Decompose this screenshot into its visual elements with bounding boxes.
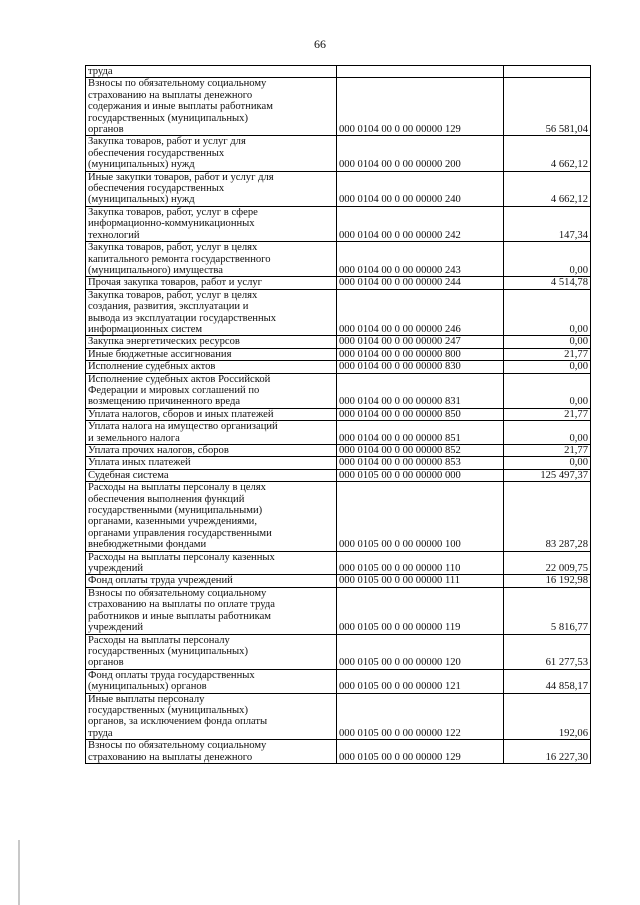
- row-name-cell: Расходы на выплаты персоналу государственных (муниципальных) органов: [86, 634, 337, 669]
- table-row: [86, 171, 591, 206]
- table-row: [86, 408, 591, 420]
- row-name-cell: Иные закупки товаров, работ и услуг для обеспечения государственных (муниципальных) нужд: [86, 171, 337, 206]
- row-code-cell: 000 0105 00 0 00 00000 110: [337, 551, 504, 575]
- row-amount-cell: 0,00: [504, 457, 591, 469]
- row-name-cell: Исполнение судебных актов Российской Федерации и мировых соглашений по возмещению причиненного вреда: [86, 373, 337, 408]
- table-row: [86, 136, 591, 171]
- table-row: [86, 551, 591, 575]
- row-code-cell: 000 0104 00 0 00 00000 240: [337, 171, 504, 206]
- table-row: [86, 482, 591, 551]
- row-code-cell: 000 0104 00 0 00 00000 850: [337, 408, 504, 420]
- row-amount-cell: 0,00: [504, 361, 591, 373]
- table-row: [86, 348, 591, 360]
- row-code-cell: 000 0104 00 0 00 00000 200: [337, 136, 504, 171]
- row-amount-cell: 21,77: [504, 348, 591, 360]
- row-name-cell: Уплата прочих налогов, сборов: [86, 445, 337, 457]
- row-code-cell: 000 0105 00 0 00 00000 119: [337, 587, 504, 634]
- row-amount-cell: 147,34: [504, 206, 591, 241]
- table-row: [86, 445, 591, 457]
- row-name-cell: Судебная система: [86, 469, 337, 481]
- row-name-cell: Уплата иных платежей: [86, 457, 337, 469]
- row-name-cell: Иные выплаты персоналу государственных (муниципальных) органов, за исключением фонда оплаты труда: [86, 693, 337, 740]
- row-code-cell: 000 0105 00 0 00 00000 120: [337, 634, 504, 669]
- row-code-cell: 000 0104 00 0 00 00000 246: [337, 289, 504, 336]
- table-row: [86, 361, 591, 373]
- row-name-cell: Закупка товаров, работ и услуг для обеспечения государственных (муниципальных) нужд: [86, 136, 337, 171]
- row-amount-cell: 4 514,78: [504, 277, 591, 289]
- row-amount-cell: 44 858,17: [504, 669, 591, 693]
- table-row: [86, 469, 591, 481]
- row-amount-cell: 16 192,98: [504, 575, 591, 587]
- row-amount-cell: [504, 66, 591, 78]
- row-name-cell: Закупка энергетических ресурсов: [86, 336, 337, 348]
- row-amount-cell: 0,00: [504, 421, 591, 445]
- budget-table: [85, 65, 591, 764]
- row-amount-cell: 4 662,12: [504, 171, 591, 206]
- row-code-cell: 000 0105 00 0 00 00000 100: [337, 482, 504, 551]
- row-amount-cell: 125 497,37: [504, 469, 591, 481]
- row-name-cell: Взносы по обязательному социальному страхованию на выплаты по оплате труда работников и иные выплаты работникам учреждений: [86, 587, 337, 634]
- row-code-cell: 000 0104 00 0 00 00000 852: [337, 445, 504, 457]
- row-code-cell: 000 0105 00 0 00 00000 121: [337, 669, 504, 693]
- row-name-cell: Взносы по обязательному социальному страхованию на выплаты денежного содержания и иные выплаты работникам государственных (муниципальных) органов: [86, 78, 337, 136]
- row-amount-cell: 5 816,77: [504, 587, 591, 634]
- row-amount-cell: 61 277,53: [504, 634, 591, 669]
- row-code-cell: 000 0104 00 0 00 00000 243: [337, 242, 504, 277]
- row-name-cell: Прочая закупка товаров, работ и услуг: [86, 277, 337, 289]
- table-row: [86, 336, 591, 348]
- row-code-cell: 000 0104 00 0 00 00000 831: [337, 373, 504, 408]
- row-code-cell: [337, 66, 504, 78]
- table-row: [86, 277, 591, 289]
- row-name-cell: Исполнение судебных актов: [86, 361, 337, 373]
- row-name-cell: Закупка товаров, работ, услуг в целях создания, развития, эксплуатации и вывода из эксплуатации государственных информационных систем: [86, 289, 337, 336]
- table-row: [86, 206, 591, 241]
- table-row: [86, 421, 591, 445]
- row-name-cell: Фонд оплаты труда государственных (муниципальных) органов: [86, 669, 337, 693]
- table-row: [86, 740, 591, 764]
- row-amount-cell: 22 009,75: [504, 551, 591, 575]
- table-row: [86, 373, 591, 408]
- row-amount-cell: 0,00: [504, 289, 591, 336]
- row-amount-cell: 4 662,12: [504, 136, 591, 171]
- scan-edge-mark: [18, 840, 20, 905]
- row-name-cell: Уплата налогов, сборов и иных платежей: [86, 408, 337, 420]
- row-code-cell: 000 0104 00 0 00 00000 853: [337, 457, 504, 469]
- row-amount-cell: 0,00: [504, 242, 591, 277]
- table-row: [86, 78, 591, 136]
- table-row: [86, 242, 591, 277]
- row-code-cell: 000 0104 00 0 00 00000 242: [337, 206, 504, 241]
- row-name-cell: Закупка товаров, работ, услуг в целях капитального ремонта государственного (муниципального) имущества: [86, 242, 337, 277]
- row-amount-cell: 21,77: [504, 408, 591, 420]
- row-amount-cell: 21,77: [504, 445, 591, 457]
- row-name-cell: Взносы по обязательному социальному страхованию на выплаты денежного: [86, 740, 337, 764]
- row-code-cell: 000 0105 00 0 00 00000 111: [337, 575, 504, 587]
- table-row: [86, 587, 591, 634]
- row-name-cell: Расходы на выплаты персоналу в целях обеспечения выполнения функций государственными (муниципальными) органами, казенными учреждениями, органами управления государственными внебюджетными фондами: [86, 482, 337, 551]
- row-code-cell: 000 0105 00 0 00 00000 129: [337, 740, 504, 764]
- row-amount-cell: 0,00: [504, 336, 591, 348]
- row-amount-cell: 83 287,28: [504, 482, 591, 551]
- row-code-cell: 000 0104 00 0 00 00000 244: [337, 277, 504, 289]
- budget-table-body: [86, 66, 591, 764]
- row-amount-cell: 16 227,30: [504, 740, 591, 764]
- page-number: 66: [314, 37, 326, 51]
- table-row: [86, 634, 591, 669]
- row-amount-cell: 0,00: [504, 373, 591, 408]
- row-name-cell: Уплата налога на имущество организаций и земельного налога: [86, 421, 337, 445]
- row-name-cell: труда: [86, 66, 337, 78]
- row-code-cell: 000 0104 00 0 00 00000 129: [337, 78, 504, 136]
- row-code-cell: 000 0104 00 0 00 00000 851: [337, 421, 504, 445]
- table-row: [86, 289, 591, 336]
- row-amount-cell: 56 581,04: [504, 78, 591, 136]
- row-code-cell: 000 0105 00 0 00 00000 000: [337, 469, 504, 481]
- table-row: [86, 693, 591, 740]
- row-amount-cell: 192,06: [504, 693, 591, 740]
- row-code-cell: 000 0105 00 0 00 00000 122: [337, 693, 504, 740]
- row-name-cell: Фонд оплаты труда учреждений: [86, 575, 337, 587]
- row-code-cell: 000 0104 00 0 00 00000 830: [337, 361, 504, 373]
- row-code-cell: 000 0104 00 0 00 00000 800: [337, 348, 504, 360]
- row-name-cell: Иные бюджетные ассигнования: [86, 348, 337, 360]
- row-name-cell: Закупка товаров, работ, услуг в сфере информационно-коммуникационных технологий: [86, 206, 337, 241]
- row-name-cell: Расходы на выплаты персоналу казенных учреждений: [86, 551, 337, 575]
- table-row: [86, 575, 591, 587]
- table-row: [86, 669, 591, 693]
- row-code-cell: 000 0104 00 0 00 00000 247: [337, 336, 504, 348]
- table-row: [86, 66, 591, 78]
- table-row: [86, 457, 591, 469]
